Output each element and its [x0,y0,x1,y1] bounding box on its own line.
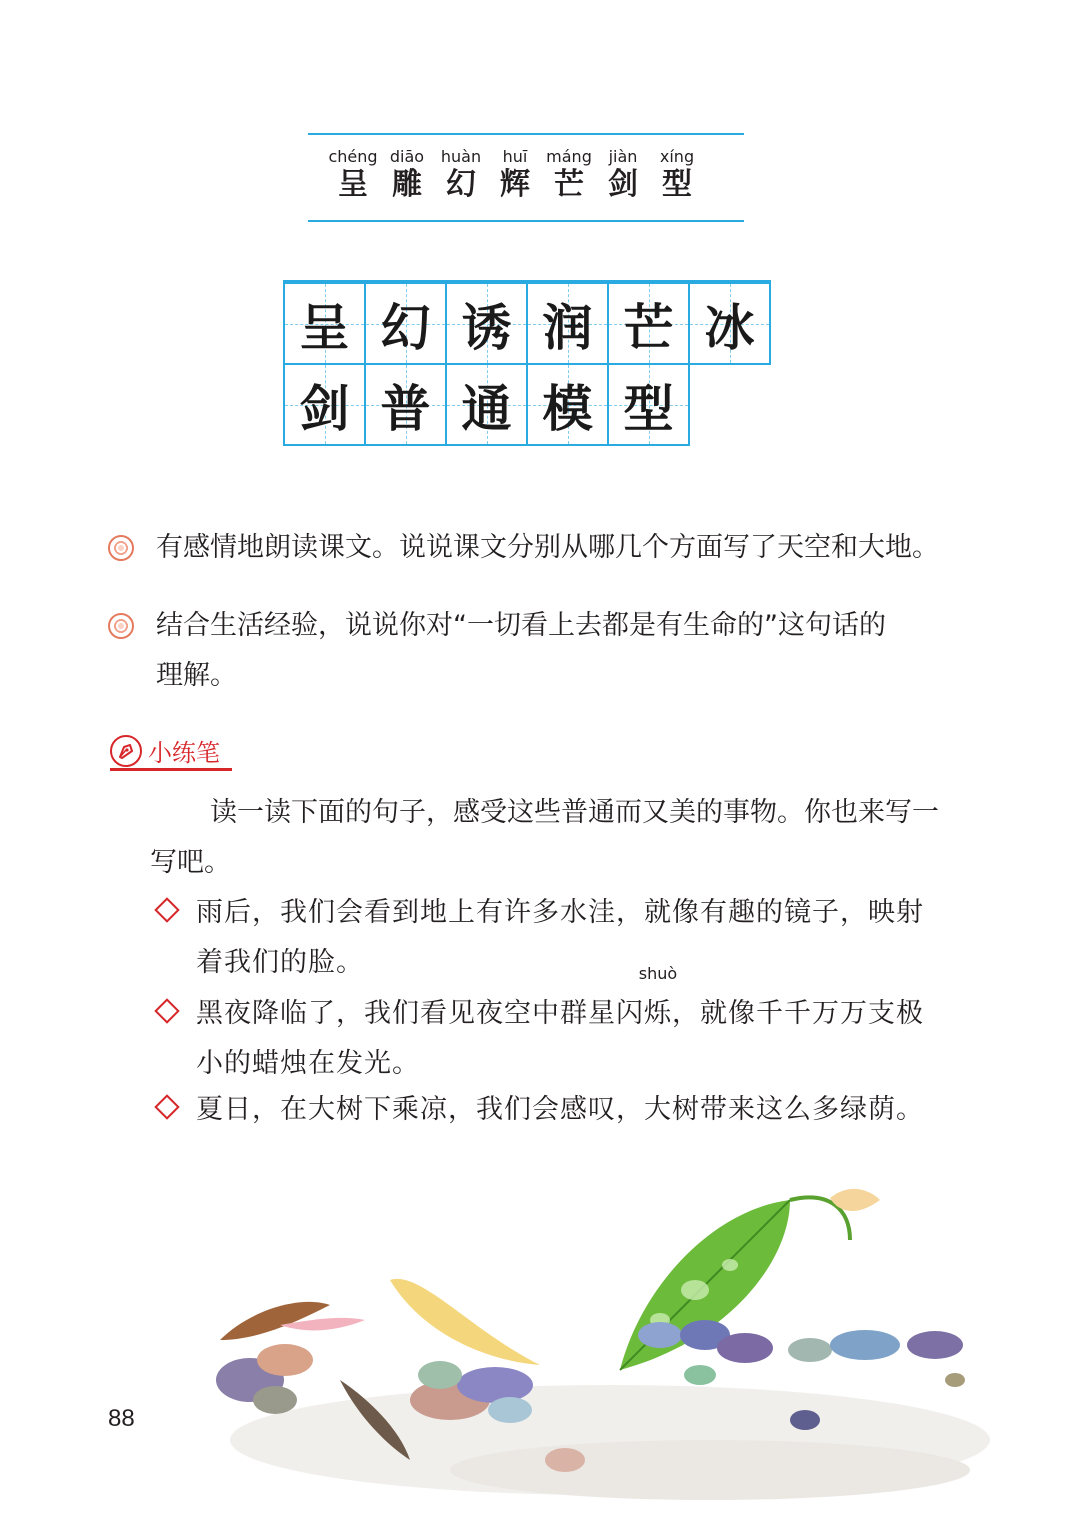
ruby-hanzi: 烁 [644,998,672,1029]
grid-char: 通 [461,378,512,438]
grid-cell [528,282,609,365]
writing-grid-row-2 [283,363,690,446]
grid-char: 冰 [704,297,755,357]
exercise-2 [108,601,908,701]
pinyin: huàn [440,147,482,166]
sentence-text: 夏日，在大树下乘凉，我们会感叹，大树带来这么多绿荫。 [196,1094,924,1125]
rec-word [384,147,430,203]
sentence-text [196,964,948,1089]
grid-cell [285,282,366,365]
hanzi: 芒 [554,167,584,202]
grid-cell [609,282,690,365]
pinyin: máng [546,147,592,166]
grid-cell [366,363,447,446]
page-number: 88 [108,1405,135,1432]
ruby-pinyin: shuò [638,964,678,983]
grid-char: 幻 [380,297,431,357]
sentence-part: 黑夜降临了，我们看见夜空中群星闪 [196,998,644,1029]
grid-cell [366,282,447,365]
example-sentence-3 [158,1085,948,1135]
pinyin: xíng [659,147,695,166]
pinyin: diāo [389,147,425,166]
grid-cell [690,282,771,365]
grid-char: 模 [542,378,593,438]
diamond-bullet-icon [154,1094,179,1119]
grid-cell [447,282,528,365]
rec-bottom-line [308,220,744,222]
grid-cell [609,363,690,446]
practice-title: 小练笔 [148,739,220,767]
pebbles-feathers-illustration [190,1170,1070,1530]
example-sentence-1 [158,888,948,988]
rec-word [654,147,700,203]
grid-char: 芒 [623,297,674,357]
grid-char: 呈 [299,297,350,357]
practice-header [110,733,220,768]
rec-word [330,147,376,203]
sentence-part: ，就像千千万万支极小的蜡烛在发光。 [196,998,924,1079]
pen-nib-icon [110,735,142,767]
exercise-text: 结合生活经验，说说你对“一切看上去都是有生命的”这句话的理解。 [156,610,886,691]
exercise-text: 有感情地朗读课文。说说课文分别从哪几个方面写了天空和大地。 [156,532,939,563]
diamond-bullet-icon [154,897,179,922]
example-sentence-2 [158,964,948,1089]
rec-top-line [308,133,744,135]
hanzi: 幻 [446,167,476,202]
grid-char: 润 [542,297,593,357]
grid-char: 型 [623,378,674,438]
writing-grid-row-1 [283,282,771,365]
practice-intro [150,788,950,888]
exercise-bullet-icon [108,535,134,561]
ruby-char [638,964,678,1039]
rec-word [438,147,484,203]
grid-char: 剑 [299,378,350,438]
exercise-bullet-icon [108,613,134,639]
hanzi: 呈 [338,167,368,202]
hanzi: 型 [662,167,692,202]
diamond-bullet-icon [154,998,179,1023]
exercise-1 [108,523,958,573]
pinyin: chéng [328,147,378,166]
recognition-words [330,147,700,203]
grid-cell [528,363,609,446]
hanzi: 剑 [608,167,638,202]
hanzi: 辉 [500,167,530,202]
rec-word [546,147,592,203]
pinyin: huī [502,147,528,166]
hanzi: 雕 [392,167,422,202]
rec-word [600,147,646,203]
rec-word [492,147,538,203]
grid-cell [285,363,366,446]
grid-char: 普 [380,378,431,438]
grid-char: 诱 [461,297,512,357]
grid-cell [447,363,528,446]
pinyin: jiàn [608,147,638,166]
practice-underline [110,768,232,771]
practice-intro-text: 读一读下面的句子，感受这些普通而又美的事物。你也来写一写吧。 [150,797,939,878]
sentence-text: 雨后，我们会看到地上有许多水洼，就像有趣的镜子，映射着我们的脸。 [196,897,924,978]
